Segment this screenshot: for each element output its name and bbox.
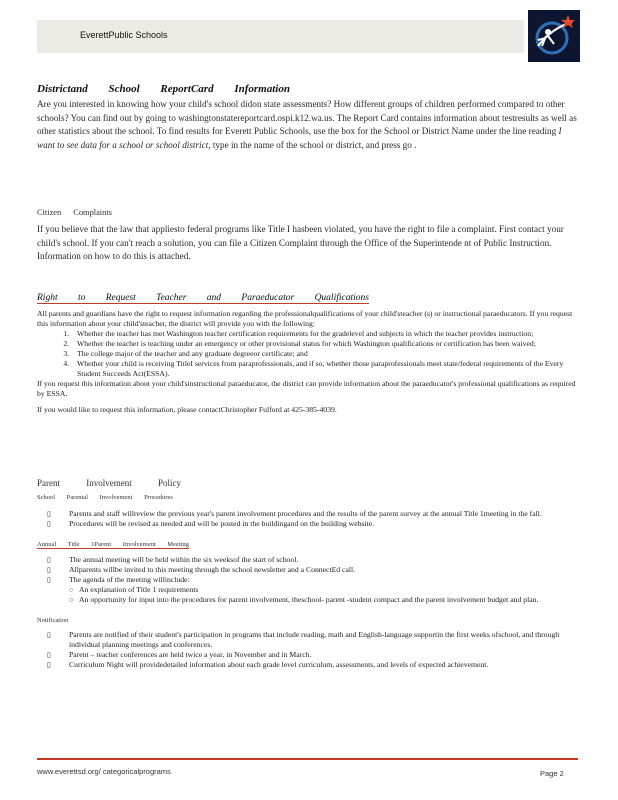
parent-involvement-heading: Parent Involvement Policy <box>37 478 181 488</box>
agenda-item: ○ An explanation of Title 1 requirements <box>69 585 577 595</box>
report-card-paragraph-1: Are you interested in knowing how your child's school didon state assessments? How different groups of children performed compared to other schools? You can find out by going to washingtonstatereportcard.ospi.k12.wa.us. The Report Card contains information about testresults as well as other statistics about the school. To find results for Everett Public Schools, use the box for the School or District Name under the line reading I want to see data for a school or school district, type in the name of the school or district, and press go . <box>37 99 577 150</box>
qualification-item: 3. The college major of the teacher and any graduate degreeor certificate; and <box>71 349 577 359</box>
parent-involvement-section <box>37 478 577 670</box>
meeting-list <box>37 555 577 605</box>
footer-url[interactable]: www.everettsd.org/ categoricalprograms <box>37 767 171 776</box>
report-card-p2: washingtonstatereportcard.ospi.k12.wa.us. The Report Card contains information about testresults as well as other statistics about the school. To find results for Everett Public Schools, use the box for the School or District Name under the line reading I want to see data for a school or school district, type in the name of the school or district, and press go . <box>37 112 577 150</box>
notification-subheading: Notification <box>37 617 69 624</box>
citizen-complaints-paragraph: If you believe that the law that appliesto federal programs like Title I hasbeen violated, you have the right to file a complaint. First contact your child's school. If you can't reach a solution, you can file a Citizen Complaint through the Office of the Superintende nt of Public Instruction. Information on how to do this is attached. <box>37 224 564 262</box>
header-title: EverettPublic Schools <box>80 30 168 40</box>
paraeducator-note: If you request this information about your child'sinstructional paraeducator, the district can provide information about the paraeducator's professional qualifications as required by ESSA. <box>37 379 576 398</box>
annual-meeting-subheading: Annual Title 1Parent Involvement Meeting <box>37 541 189 548</box>
list-item: ▯ Allparents willbe invited to this meeting through the school newsletter and a ConnectEd call. <box>47 565 577 575</box>
qualification-item: 4. Whether your child is receiving TitleI services from paraprofessionals, and if so, whether those paraprofessionals meet state/federal requirements of the Every Student Succeeds Act(ESSA). <box>71 359 577 379</box>
list-item: ▯ Parents and staff willreview the previous year's parent involvement procedures and the results of the parent survey at the annual Title 1meeting in the fall. <box>47 509 577 519</box>
report-card-quote: I want to see data for a school or school district <box>37 126 562 150</box>
qualification-list <box>37 329 577 379</box>
list-item: ▯ Curriculum Night will providedetailed information about each grade level curriculum, assessments, and levels of expected achievement. <box>47 660 577 670</box>
notification-list <box>37 630 577 670</box>
list-item: ▯ Procedures will be revised as needed and will be posted in the buildingand on the building website. <box>47 519 577 529</box>
qualification-item: 2. Whether the teacher is teaching under an emergency or other provisional status for which Washington qualifications or certification has been waived; <box>71 339 577 349</box>
footer-divider <box>37 758 578 760</box>
procedures-list <box>37 509 577 529</box>
list-item: ▯ Parent – teacher conferences are held twice a year, in November and in March. <box>47 650 577 660</box>
qualification-item: 1. Whether the teacher has met Washington teacher certification requirements for the gradelevel and subjects in which the teacher provides instruction; <box>71 329 577 339</box>
right-to-request-intro: All parents and guardians have the right to request information regarding the professionalqualifications of your child'steacher (s) or instructional paraeducators. If you request this information about your child'steacher, the district will provide you with the following: <box>37 309 573 328</box>
report-card-heading: Districtand School ReportCard Information <box>37 83 290 95</box>
list-item: ▯ The annual meeting will be held within the six weeksof the start of school. <box>47 555 577 565</box>
citizen-complaints-section <box>37 208 577 264</box>
agenda-item: ○ An opportunity for input into the procedures for parent involvement, theschool- parent -student compact and the parent involvement budget and plan. <box>69 595 577 605</box>
list-item: ▯ Parents are notified of their student's participation in programs that include reading, math and English-language supportin the first weeks ofschool, and through individual planning meetings and conferences. <box>47 630 577 650</box>
procedures-subheading: School Parental Involvement Procedures <box>37 494 173 501</box>
list-item: ▯ The agenda of the meeting willinclude: ○ An explanation of Title 1 requirements ○ An opportunity for input into the procedures for parent involvement, theschool- parent -student compact and the parent involvement budget and plan. <box>47 575 577 605</box>
citizen-complaints-heading: Citizen Complaints <box>37 208 112 217</box>
right-to-request-heading: Right to Request Teacher and Paraeducator Qualifications <box>37 293 369 303</box>
district-logo-icon <box>528 10 580 62</box>
page-number: Page 2 <box>540 769 564 778</box>
right-to-request-section <box>37 293 577 415</box>
report-card-section <box>37 83 577 152</box>
agenda-list <box>69 585 577 605</box>
request-contact: If you would like to request this information, please contactChristopher Fulford at 425-385-4039. <box>37 405 337 414</box>
